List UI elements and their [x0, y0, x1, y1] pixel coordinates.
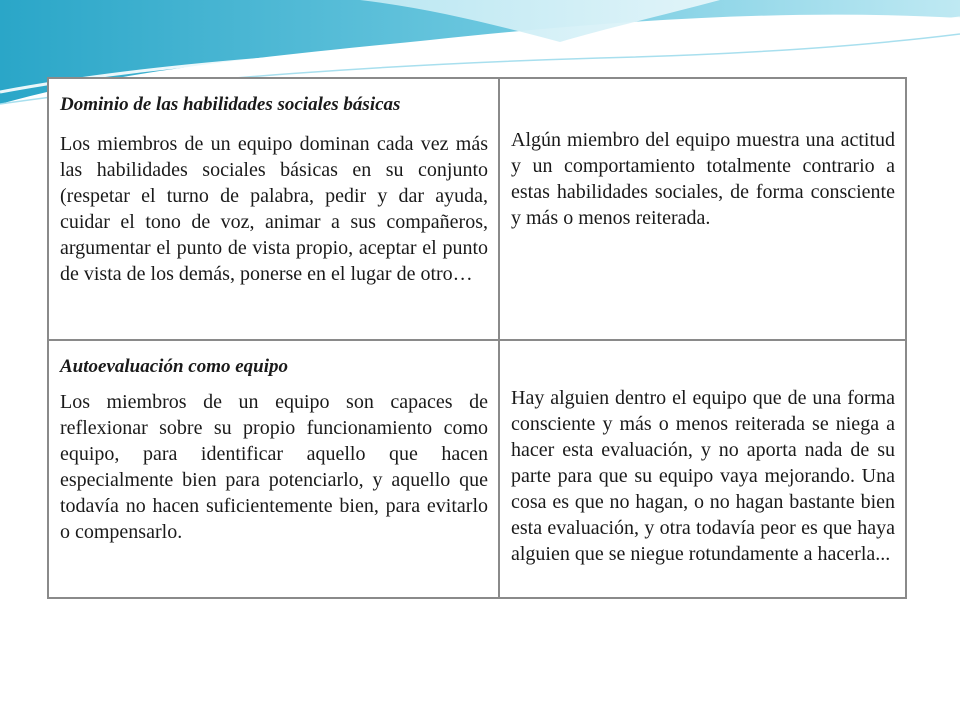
criterion-cell	[48, 340, 499, 598]
criterion-heading: Autoevaluación como equipo	[60, 356, 288, 377]
table-row	[48, 340, 906, 598]
counterexample-description: Algún miembro del equipo muestra una actitud y un comportamiento totalmente contrario a estas habilidades sociales, de forma consciente y más o menos reiterada.	[511, 129, 895, 229]
evaluation-table	[47, 77, 907, 599]
counterexample-description: Hay alguien dentro el equipo que de una forma consciente y más o menos reiterada se niega a hacer esta evaluación, y no aporta nada de su parte para que su equipo vaya mejorando. Una cosa es que no hagan, o no hagan bastante bien esta evaluación, y otra todavía peor es que haya alguien que se niegue rotundamente a hacerla...	[511, 387, 895, 565]
criterion-cell	[48, 78, 499, 340]
criterion-description: Los miembros de un equipo son capaces de reflexionar sobre su propio funcionamiento como equipo, para identificar aquello que hacen especialmente bien para potenciarlo, y aquello que todavía no hacen suficientemente bien, para evitarlo o compensarlo.	[60, 391, 488, 543]
counterexample-cell	[499, 340, 906, 598]
counterexample-cell	[499, 78, 906, 340]
criterion-description: Los miembros de un equipo dominan cada vez más las habilidades sociales básicas en su conjunto (respetar el turno de palabra, pedir y dar ayuda, cuidar el tono de voz, animar a sus compañeros, argumentar el punto de vista propio, aceptar el punto de vista de los demás, ponerse en el lugar de otro…	[60, 133, 488, 285]
criterion-heading: Dominio de las habilidades sociales básicas	[60, 94, 401, 115]
table-row	[48, 78, 906, 340]
